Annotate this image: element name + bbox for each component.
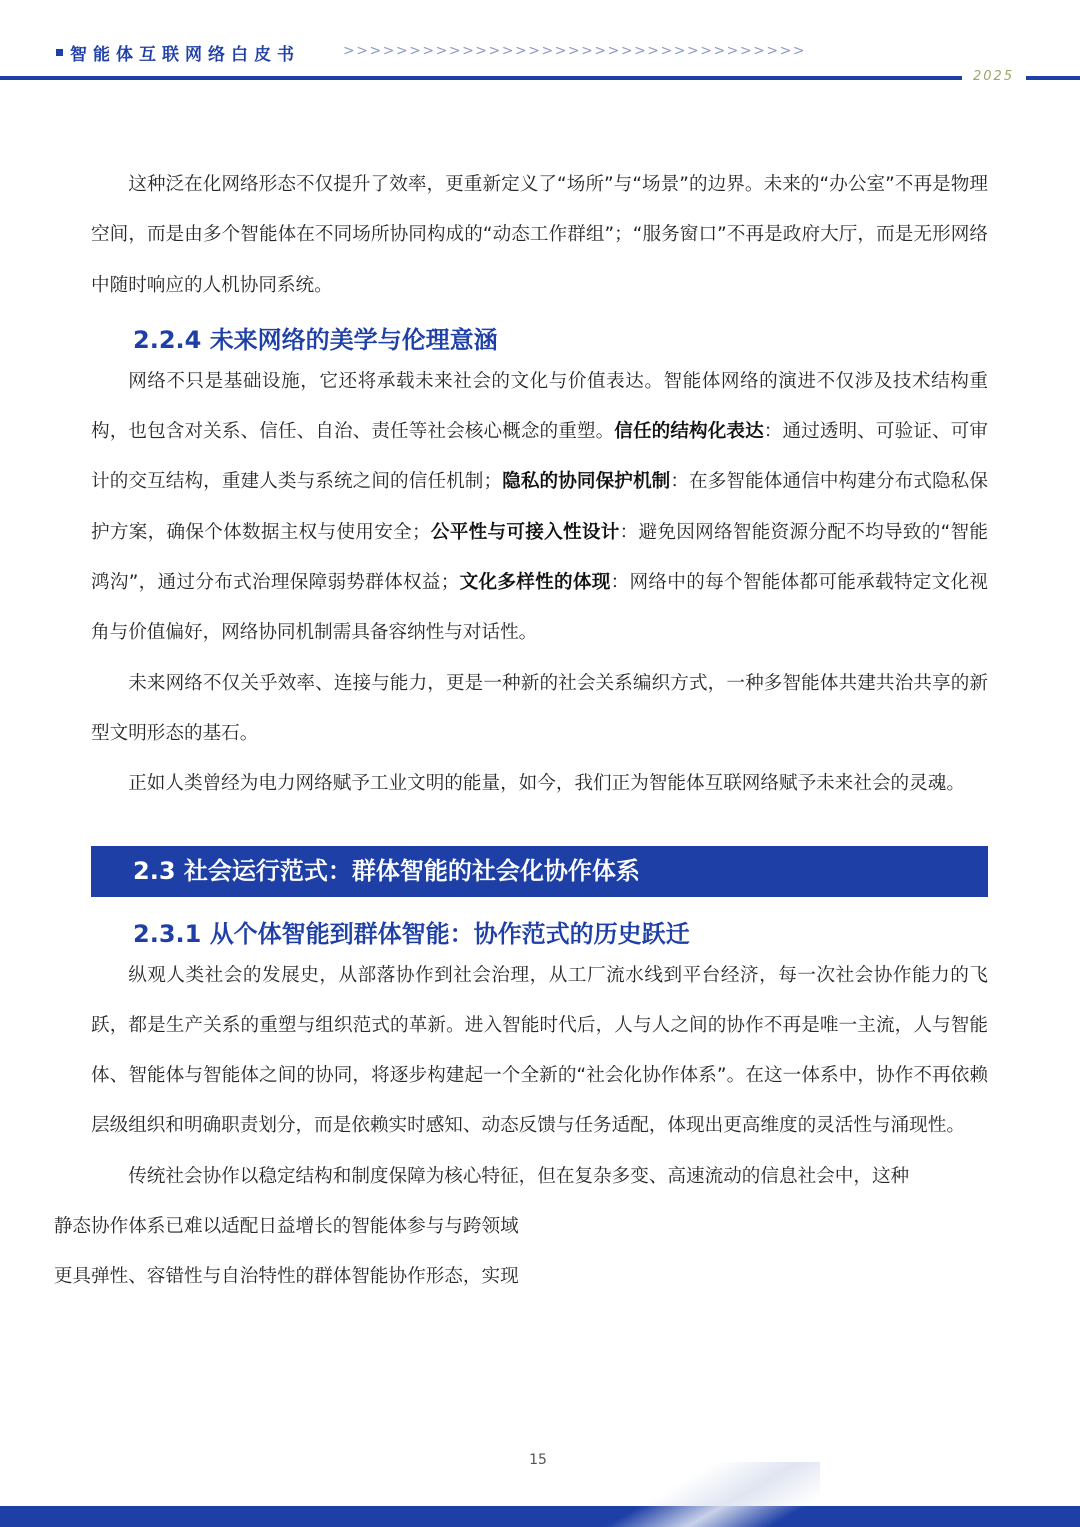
text-span: ：通过透明、可验证、可审计的交互结构，重建人类与系统之间的信任机制；	[91, 421, 988, 493]
paragraph-collaboration-history: 纵观人类社会的发展史，从部落协作到社会治理，从工厂流水线到平台经济，每一次社会协作能力的飞跃，都是生产关系的重塑与组织范式的革新。进入智能时代后，人与人之间的协作不再是唯一主流，人与智能体、智能体与智能体之间的协同，将逐步构建起一个全新的“社会化协作体系”。在这一体系中，协作不再依赖层级组织和明确职责划分，而是依赖实时感知、动态反馈与任务适配，体现出更高维度的灵活性与涌现性。	[91, 964, 988, 1137]
header-rule-right	[1026, 76, 1080, 80]
footer-band	[0, 1506, 1080, 1527]
bold-term-diversity: 文化多样性的体现	[459, 572, 611, 594]
text-line: 传统社会协作以稳定结构和制度保障为核心特征，但在复杂多变、高速流动的信息社会中，这种	[128, 1165, 910, 1187]
header-rule	[0, 76, 962, 80]
paragraph-aesthetics-ethics	[91, 357, 988, 659]
text-span: ：在多智能体通信中构建分布式隐私保护方案，确保个体数据主权与使用安全；	[91, 471, 988, 543]
heading-2-2-4: 2.2.4 未来网络的美学与伦理意涵	[133, 325, 498, 354]
image-fade-overlay	[560, 1300, 860, 1410]
header-square-icon	[56, 49, 63, 56]
heading-2-3-1: 2.3.1 从个体智能到群体智能：协作范式的历史跃迁	[133, 919, 690, 948]
bold-term-privacy: 隐私的协同保护机制	[502, 471, 671, 493]
document-title: 智能体互联网络白皮书	[70, 45, 300, 65]
section-heading-2-3: 2.3 社会运行范式：群体智能的社会化协作体系	[91, 846, 988, 897]
paragraph-future-network: 未来网络不仅关乎效率、连接与能力，更是一种新的社会关系编织方式，一种多智能体共建共治共享的新型文明形态的基石。	[91, 672, 988, 744]
page-number: 15	[529, 1452, 547, 1468]
header-arrow-decoration: >>>>>>>>>>>>>>>>>>>>>>>>>>>>>>>>>>>	[343, 43, 807, 59]
header-year: 2025	[973, 69, 1015, 84]
paragraph-ubiquitous-network: 这种泛在化网络形态不仅提升了效率，更重新定义了“场所”与“场景”的边界。未来的“办公室”不再是物理空间，而是由多个智能体在不同场所协同构成的“动态工作群组”；“服务窗口”不再是政府大厅，而是无形网络中随时响应的人机协同系统。	[91, 174, 988, 296]
text-span: ：网络中的每个智能体都可能承载特定文化视角与价值偏好，网络协同机制需具备容纳性与对话性。	[91, 572, 988, 644]
text-line: 更具弹性、容错性与自治特性的群体智能协作形态，实现	[53, 1266, 519, 1288]
text-span: ：避免因网络智能资源分配不均导致的“智能鸿沟”，通过分布式治理保障弱势群体权益；	[91, 521, 988, 594]
page-body	[53, 160, 988, 1303]
footer-accent-decoration	[600, 1462, 820, 1527]
paragraph-electric-analogy: 正如人类曾经为电力网络赋予工业文明的能量，如今，我们正为智能体互联网络赋予未来社会的灵魂。	[128, 773, 965, 795]
paragraph-traditional-collaboration	[53, 1152, 988, 1303]
text-line: 静态协作体系已难以适配日益增长的智能体参与与跨领域	[53, 1216, 519, 1238]
bold-term-fairness: 公平性与可接入性设计	[430, 521, 620, 543]
text-span: 网络不只是基础设施，它还将承载未来社会的文化与价值表达。智能体网络的演进不仅涉及技术结构重构，也包含对关系、信任、自治、责任等社会核心概念的重塑。	[91, 370, 988, 443]
bold-term-trust: 信任的结构化表达	[614, 421, 764, 443]
